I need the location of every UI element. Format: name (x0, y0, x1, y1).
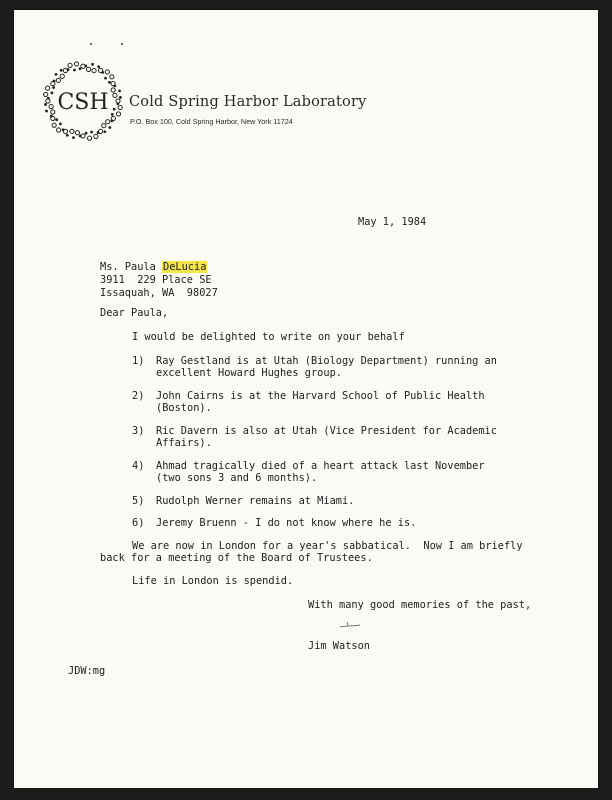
logo-bead (45, 110, 48, 113)
logo-bead (50, 92, 53, 95)
logo-bead (47, 97, 50, 100)
logo-bead (75, 131, 79, 135)
recipient-street: 3911 229 Place SE (100, 274, 212, 286)
list-item-line: John Cairns is at the Harvard School of Public Health (156, 390, 485, 402)
list-item-number: 3) (132, 425, 145, 437)
logo-bead (105, 70, 109, 74)
csh-logo-icon (40, 58, 126, 144)
logo-bead (44, 92, 48, 96)
logo-bead (51, 110, 55, 114)
logo-bead (111, 88, 115, 92)
body-paragraph-line: We are now in London for a year's sabbatical. Now I am briefly (132, 540, 523, 552)
recipient-name: Ms. Paula DeLucia (100, 261, 207, 273)
logo-bead (55, 118, 58, 121)
punch-mark (121, 43, 123, 45)
recipient-city: Issaquah, WA 98027 (100, 287, 218, 299)
logo-bead (85, 132, 88, 135)
salutation: Dear Paula, (100, 307, 169, 319)
list-item-number: 2) (132, 390, 145, 402)
logo-bead (91, 63, 94, 66)
logo-bead (79, 135, 82, 138)
list-item-line: excellent Howard Hughes group. (156, 367, 342, 379)
closing: With many good memories of the past, (308, 599, 532, 611)
logo-bead (56, 78, 60, 82)
logo-bead (72, 136, 75, 139)
logo-bead (74, 62, 78, 66)
typist-initials: JDW:mg (68, 665, 106, 677)
logo-bead (94, 134, 98, 138)
logo-bead (70, 129, 74, 133)
logo-bead (102, 124, 106, 128)
logo-bead (73, 69, 76, 72)
logo-bead (68, 63, 72, 67)
logo-bead (60, 69, 63, 72)
logo-bead (55, 73, 58, 76)
logo-bead (108, 81, 111, 84)
logo-bead (97, 131, 100, 134)
logo-bead (66, 134, 69, 137)
logo-bead (59, 123, 62, 126)
logo-bead (67, 68, 70, 71)
list-item-number: 4) (132, 460, 145, 472)
institution-name: Cold Spring Harbor Laboratory (129, 94, 367, 110)
highlighted-surname: DeLucia (163, 261, 207, 273)
logo-bead (110, 75, 114, 79)
logo-bead (116, 112, 120, 116)
logo-bead (49, 105, 53, 109)
list-item-line: (Boston). (156, 402, 212, 414)
intro-line: I would be delighted to write on your behalf (132, 331, 405, 343)
list-item-number: 1) (132, 355, 145, 367)
logo-bead (84, 64, 87, 67)
logo-bead (52, 86, 55, 89)
list-item-number: 5) (132, 495, 145, 507)
logo-bead (50, 115, 53, 118)
logo-bead (110, 119, 113, 122)
signature-mark (338, 620, 362, 630)
letter-date: May 1, 1984 (358, 216, 427, 228)
logo-bead (44, 103, 47, 106)
logo-bead (111, 113, 114, 116)
logo-bead (52, 123, 56, 127)
logo-bead (106, 120, 110, 124)
logo-bead (87, 136, 91, 140)
logo-bead (53, 80, 56, 83)
logo-bead (113, 108, 116, 111)
logo-bead (86, 67, 90, 71)
logo-bead (113, 93, 117, 97)
list-item-line: Rudolph Werner remains at Miami. (156, 495, 355, 507)
list-item-number: 6) (132, 517, 145, 529)
life-line: Life in London is spendid. (132, 575, 294, 587)
logo-bead (104, 77, 107, 80)
logo-bead (101, 71, 104, 74)
logo-bead (109, 126, 112, 129)
logo-bead (103, 130, 106, 133)
logo-bead (118, 105, 122, 109)
logo-bead (97, 65, 100, 68)
institution-address: P.O. Box 100, Cold Spring Harbor, New York 11724 (130, 117, 293, 126)
letter-page (14, 10, 598, 788)
list-item-line: Ray Gestland is at Utah (Biology Department) running an (156, 355, 497, 367)
logo-bead (45, 86, 49, 90)
logo-bead (90, 131, 93, 134)
body-paragraph-line: back for a meeting of the Board of Trustees. (100, 552, 373, 564)
logo-bead (60, 74, 64, 78)
list-item-line: Ahmad tragically died of a heart attack last November (156, 460, 485, 472)
logo-bead (57, 128, 61, 132)
list-item-line: Ric Davern is also at Utah (Vice President for Academic (156, 425, 497, 437)
logo-bead (116, 102, 119, 105)
logo-text: CSH (57, 90, 109, 115)
logo-bead (113, 84, 116, 87)
logo-bead (62, 128, 65, 131)
punch-mark (90, 43, 92, 45)
signer-name: Jim Watson (308, 640, 370, 652)
list-item-line: (two sons 3 and 6 months). (156, 472, 318, 484)
list-item-line: Affairs). (156, 437, 212, 449)
logo-bead (92, 68, 96, 72)
logo-bead (118, 90, 121, 93)
list-item-line: Jeremy Bruenn - I do not know where he is. (156, 517, 417, 529)
logo-bead (119, 96, 122, 99)
